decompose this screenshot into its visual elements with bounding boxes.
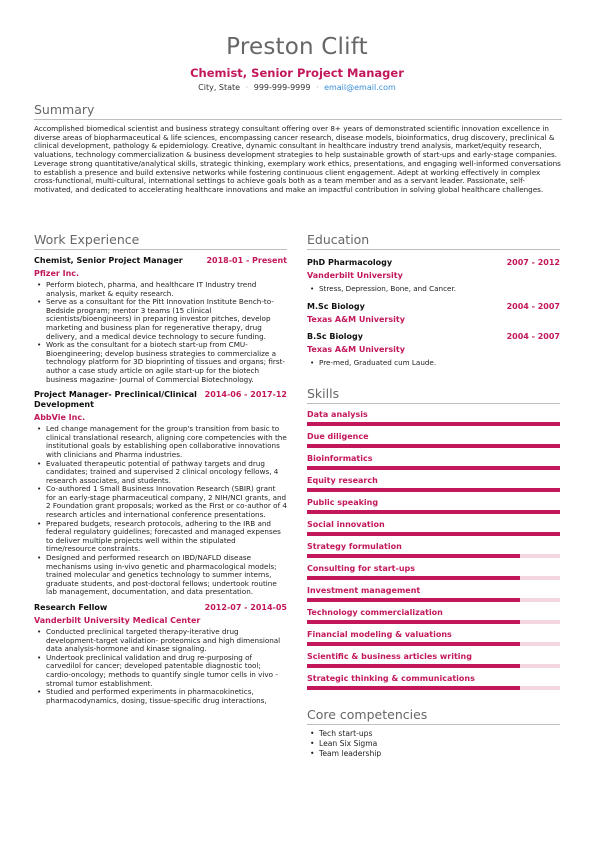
skill-name: Due diligence [307,432,369,442]
skill-name: Scientific & business articles writing [307,652,472,662]
summary-heading: Summary [34,102,95,117]
skills-heading: Skills [307,386,340,402]
summary-section [34,102,562,195]
job-dates: 2012-07 - 2014-05 [204,603,287,612]
job-employer: AbbVie Inc. [34,413,86,423]
work-experience-section [34,232,287,705]
job-title: Project Manager- Preclinical/Clinical Development [34,390,197,410]
job-entry [34,256,287,384]
job-title: Chemist, Senior Project Manager [34,256,183,265]
skill-item [307,586,560,602]
job-dates: 2018-01 - Present [206,256,287,265]
location: City, State [198,83,241,92]
education-entry [307,332,560,368]
skill-name: Equity research [307,476,378,486]
skill-name: Investment management [307,586,421,596]
job-bullets [34,628,287,705]
skill-item [307,410,560,426]
contact-line [0,83,594,92]
skill-level-fill [307,576,520,580]
right-column [307,232,560,759]
school: Texas A&M University [307,344,405,354]
bullet-item: • Work as the consultant for a biotech start-up from CMU-Bioengineering; develop business strategies to commercialize a technology platform for 3D bioprinting of tissues and organs; first-author a case study article on agile start-up for the biotech business magazine- Journal of Commercial Biotechnology. [46,341,287,384]
skill-level-bar [307,620,560,624]
skill-item [307,432,560,448]
skill-name: Social innovation [307,520,385,530]
skill-item [307,674,560,690]
skill-level-bar [307,642,560,646]
education-header [307,258,560,268]
skill-item [307,630,560,646]
competency-item: • Lean Six Sigma [319,739,560,749]
bullet-item: • Designed and performed research on IBD/NAFLD disease mechanisms using in-vivo genetic and pharmacological models; trained molecular and genetics technology to summer interns, graduate students, and post-doctoral fellows; undertook routine lab management, documentation, and data presentation. [46,554,287,597]
core-competencies-section [307,707,560,759]
section-divider [34,119,562,120]
separator-dot: · [245,83,249,92]
education-entry [307,258,560,294]
skill-level-bar [307,554,560,558]
degree: B.Sc Biology [307,331,363,341]
skill-level-bar [307,488,560,492]
skill-level-bar [307,422,560,426]
job-header [34,603,287,613]
skill-level-bar [307,510,560,514]
competency-item: • Team leadership [319,749,560,759]
skill-name: Bioinformatics [307,454,373,464]
skill-name: Strategy formulation [307,542,402,552]
skill-name: Financial modeling & valuations [307,630,452,640]
skill-level-fill [307,532,560,536]
section-divider [307,403,560,404]
job-entry [34,390,287,597]
education-heading: Education [307,232,370,247]
education-header [307,332,560,342]
skill-level-bar [307,444,560,448]
job-employer: Pfizer Inc. [34,269,80,278]
skill-level-fill [307,554,520,558]
education-notes [307,359,560,368]
candidate-name: Preston Clift [226,34,368,60]
skill-item [307,652,560,668]
bullet-item: • Studied and performed experiments in pharmacokinetics, pharmacodynamics, dosing, tissue-specific drug interactions, [46,688,287,705]
job-entry [34,603,287,705]
note-item: • Stress, Depression, Bone, and Cancer. [319,285,560,294]
job-dates: 2014-06 - 2017-12 [204,390,287,400]
job-bullets [34,425,287,597]
bullet-item: • Conducted preclinical targeted therapy-iterative drug development-target validation- proteomics and high dimensional data analysis-hormone and kinase signaling. [46,628,287,654]
skill-level-fill [307,444,560,448]
skill-level-fill [307,510,560,514]
skill-name: Strategic thinking & communications [307,674,475,684]
degree: M.Sc Biology [307,301,365,311]
skill-level-fill [307,664,520,668]
skill-level-fill [307,642,520,646]
skill-name: Data analysis [307,410,368,420]
section-divider [307,724,560,725]
skill-level-fill [307,686,520,690]
bullet-item: • Undertook preclinical validation and drug re-purposing of carvedilol for cancer; developed patentable diagnostic tool; cardio-oncology; methods to quantify single tumor cells in vivo - stromal tumor establishment. [46,654,287,688]
bullet-item: • Serve as a consultant for the Pitt Innovation Institute Bench-to-Bedside program; mentor 3 teams (15 clinical scientists/bioengineers) in preparing investor pitches, develop marketing and business plan for regenerative therapy, drug delivery, and a medical device technology to secure funding. [46,298,287,341]
skill-level-bar [307,598,560,602]
education-entry [307,302,560,324]
candidate-role: Chemist, Senior Project Manager [190,66,404,80]
skill-name: Public speaking [307,498,379,508]
phone: 999-999-9999 [253,83,311,92]
skill-name: Technology commercialization [307,608,443,618]
job-employer: Vanderbilt University Medical Center [34,616,201,625]
skill-level-fill [307,422,560,426]
skill-item [307,454,560,470]
skill-item [307,608,560,624]
skill-item [307,476,560,492]
job-header [34,256,287,266]
bullet-item: • Perform biotech, pharma, and healthcare IT Industry trend analysis, market & equity research. [46,281,287,298]
school: Texas A&M University [307,314,405,324]
education-list [307,258,560,367]
education-header [307,302,560,312]
job-list [34,256,287,705]
education-dates: 2004 - 2007 [506,301,560,311]
education-section [307,232,560,367]
skill-item [307,498,560,514]
bullet-item: • Evaluated therapeutic potential of pathway targets and drug candidates; trained and supervised 2 clinical oncology fellows, 4 research associates, and students. [46,460,287,486]
job-title: Research Fellow [34,603,108,612]
section-divider [307,249,560,250]
email-link[interactable]: email@email.com [324,83,396,92]
skill-level-bar [307,576,560,580]
skill-level-fill [307,598,520,602]
bullet-item: • Led change management for the group's transition from basic to clinical translational research, aligning core competencies with the institutional goals by establishing open collaborative innovations with clinicians and Pharma industries. [46,425,287,459]
job-bullets [34,281,287,384]
note-item: • Pre-med, Graduated cum Laude. [319,359,560,368]
degree: PhD Pharmacology [307,258,393,267]
education-dates: 2004 - 2007 [506,331,560,341]
skill-level-fill [307,488,560,492]
core-heading: Core competencies [307,707,428,723]
skill-item [307,542,560,558]
education-notes [307,285,560,294]
summary-text: Accomplished biomedical scientist and business strategy consultant offering over 8+ years of demonstrated scientific innovation excellence in diverse areas of biopharmaceutical & life sciences, encompassing cancer research, disease models, bioinformatics, drug discovery, preclinical & clinical development, pathology & epidemiology. Creative, dynamic consultant in healthcare industry trend analysis, market/equity research, valuations, technology commercialization & business development strategies to help sustainable growth of start-ups and early-stage companies. Leverage strong quantitative/analytical skills, strategic thinking, exemplary work ethics, presentations, and engaging well-informed conversations to establish a presence and build extensive networks while fostering continuous client engagement. Adept at working effectively in complex cross-functional, multi-cultural, international settings to achieve goals both as a team member and as a servant leader. Passionate, self-motivated, and dedicated to accelerating healthcare innovations and make an impactful contribution in solving global healthcare challenges. [34,124,561,194]
skill-level-bar [307,532,560,536]
school: Vanderbilt University [307,271,403,280]
section-divider [34,249,287,250]
skill-level-bar [307,466,560,470]
competency-item: • Tech start-ups [319,729,560,739]
education-dates: 2007 - 2012 [506,258,560,267]
skill-item [307,520,560,536]
skills-section [307,386,560,690]
skill-level-bar [307,686,560,690]
bullet-item: • Prepared budgets, research protocols, adhering to the IRB and federal regulatory guidelines; forecasted and managed expenses to deliver multiple projects well within the stipulated time/resource constraints. [46,520,287,554]
skill-item [307,564,560,580]
separator-dot: · [315,83,319,92]
skill-level-bar [307,664,560,668]
core-list [307,729,560,759]
skills-list [307,410,560,690]
bullet-item: • Co-authored 1 Small Business Innovation Research (SBIR) grant for an early-stage pharmaceutical company, 2 NIH/NCI grants, and 2 Foundation grant proposals; worked as the First or co-author of 4 research articles and international conference presentations. [46,485,287,519]
work-heading: Work Experience [34,232,140,247]
skill-name: Consulting for start-ups [307,564,415,574]
skill-level-fill [307,620,520,624]
job-header [34,390,287,410]
skill-level-fill [307,466,560,470]
